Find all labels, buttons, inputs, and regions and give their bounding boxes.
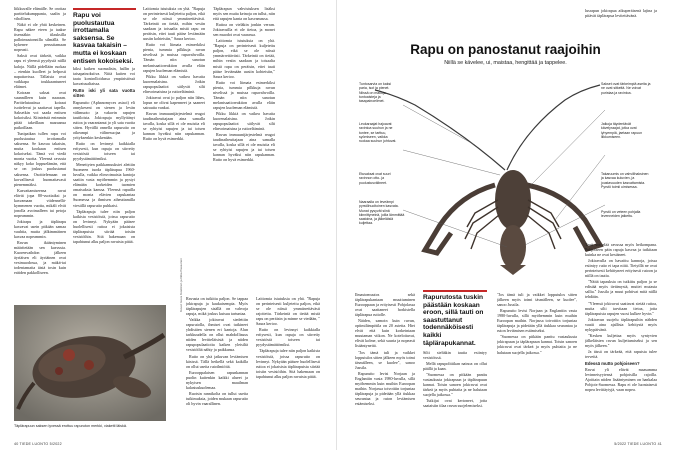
- paragraph: Ruttoa on vieläkin jonkin verran. Jokiravuilla ei ole tietoa, ja monet sen muodot ovat vaarassa.: [213, 22, 275, 38]
- page-footer-left: 40 TIEDE LUONTO 5/2022: [14, 442, 62, 446]
- section-heading: Rutto iski yli sata vuotta sitten: [73, 88, 135, 99]
- abdomen: [500, 225, 526, 269]
- paragraph: Vaikka jokiravut siedettiin rapurutolla, ihmiset ovat tutkineet yhdistäen sienen eri kantoja. Alun tarkkuudella on ollut mahdollisuus niiden levitteläisistä ja niiden rapupopulaatioita kaiken yleisiltä vesistöiltä nähty ja paikkansa.: [186, 317, 248, 353]
- paragraph: Jokirapu ja täplärapu kasvavat usein pitkään samaa vauhtia, mutta jälkimmäinen kasvaa nopeammin.: [14, 218, 66, 240]
- paragraph: Ravun immuunijärjestelmä reagoi taudinaiheuttajaan aina samalla tavalla, koska sillä ei ole muistia eli se ryhtyisi rapujen ja tai toisen kannan hyväksi niin rapukannan. Rutto on hyvä esimerkki.: [143, 110, 205, 142]
- paragraph: Kasvattamiseensa ravut elävät jopa 80-vuotiaiksi ja kasvamaan viidennellä-kymmenen vuotta, mikäli elvät jonolla avoimalleen tai petoja nopeammin.: [14, 187, 66, 218]
- paragraph: "Kesken kuljettaa myös syntyvien jälkeläisten ravun kuljettamiseksi ja sen myös jälkeen.": [585, 332, 657, 348]
- paragraph: Ravusta on tutkittu paljon. Se tappaa jokirapuja ja kaukaisempia. Myös täplärapujen sisällä on vahvoja rapuja, mikä joskus kutsuu tartuntaa.: [186, 296, 248, 317]
- label-ruumis: Etusaksat ovat suuri ravinnon otto- ja puolustusvälineet.: [359, 172, 391, 185]
- paragraph: Rapurutto levisi Norjaan ja Englantiin vasta 1980-luvulla, sillä myöhemmin kuin muihin Euroopan maihin. Norjassa toivottiin torjuntaa täplärapuja ja pidetään yllä tiukkaa seurantaa ja ruton leviämisen estämiseksi.: [497, 308, 577, 334]
- paragraph: Tunipaikan tullen rapu voi puolustautua irrottamalla saksensa. Se kasvaa takaisin, mutta kookaan entisen kokoiseksi. Tämä voi viedä monta vuotta. Yleensä ravusta näkyy koko loppuelämän, että se on joskus puolustanut saksensa. Osoittelemaan on korvallisesti huomattavasti pienemmäksi.: [14, 131, 66, 187]
- label-tuntosarvet: Tuntosarvia on kaksi paria, isot ja pienet. Niissä on makuja tuntoaisteja ja tasapainoelimet.: [359, 82, 391, 104]
- paragraph: Rapurutto levisi Norjaan ja Englantiin vasta 1980-luvulla, sillä myöhemmin kuin muihin Euroopan maihin. Norjassa toivottiin torjuntaa täplärapuja ja pidetään yllä tiukkaa seurantaa ja ruton leviämisen estämiseksi.: [355, 370, 415, 406]
- paragraph: Pikku likkiä on vaikea havaita kuorenalaisina. Jotkin rapupopulaatiot säilyvät silti elinvoimaisina ja ruttoeläiminä.: [143, 73, 205, 94]
- paragraph: Ja tässä on tärkeää, että rapuista tulee terveitä.: [585, 348, 657, 359]
- label-pyrsto: Pyrstö on veteen pohjalla levenneiden jatkettu.: [601, 210, 641, 219]
- paragraph: Ravun immuunijärjestelmä reagoi taudinaiheuttajaan aina samalla tavalla, koska sillä ei ole muistia eli se ryhtyisi rapujen ja tai toisen kannan hyväksi niin rapukannan. Rutto on hyvä esimerkki.: [213, 132, 275, 163]
- paragraph: Rutto voi liimata esimerkiksi pienia, tummia pilkkuja ravun nivelissä ja muissa rapuvahvoilla. Tämän niin sanotun melanisaatioreaktion avulla eläin rapujen kuoleman elämistä.: [213, 79, 275, 110]
- paragraph: Laittomia istutuksia on yhä. "Rapuja on perinteisesti kuljetettu paljon, eikä se ole niissä ymmärrettävästi. Tärkeintä on tietää, mihin vesiin saadaan ja toisaalta mistä rapu on peräisin, ettei tauti pääse leviämään uusiin kohteisiin," Saura kertoo.: [213, 38, 275, 79]
- paragraph: Täplärapuja tulee niin paljon kaikista vesistöistä, joissa rapurutto on levinnyt. Nykyään pääsee huolellisesti ruttoa ei jokaisista täplärapuista siirtää toisiin vesistöihin. Sitä hakemaan on tapahtunut alku paljon ravuista pitää.: [256, 348, 320, 379]
- paragraph: Jokiravut ovat jo paljon niin lähes, lopun ne olivat kapenneet ja saaneet sairautta vankat.: [143, 94, 205, 110]
- paragraph: Rutto on yhä jatkuvan leviämisen käsissä. Tällä hetkellä sekä kaikilla on ollut useita rutoilmiöitä.: [186, 353, 248, 369]
- right-col-top: [585, 8, 657, 40]
- paragraph: Rutto on levinnyt kaikkialla eritysesti, kun rapuja on siirretty vesistöstä toiseen tai pyydystämättömiksi.: [256, 327, 320, 348]
- paragraph: Tutkijat ovat kertoneet, jotta saataisiin tilaa ravun suojelemiseksi.: [423, 398, 487, 409]
- label-ravinto: Naaraalla on leveämpi pyrstöhuoltoinen kasvata. Munat pysyvät siinä kiinnittyneinä, joilla lämmittää saatoina, ja jälkeläisiä kuljettaa.: [359, 200, 405, 226]
- crayfish-photo-illustration: [14, 305, 166, 421]
- paragraph: Saksit ovat tärkeät, vaikka rapu ei yleensä pyydystä niillä kaloja. Niillä pidellään ruokaa – etenkin kuolleet ja helposti napattavissa. Tällaisia ovat vaikkapa toukkaantuneet eläimet.: [14, 53, 66, 89]
- page-title: Rapu on panostanut raajoihin: [410, 42, 601, 57]
- right-page: [337, 0, 674, 450]
- pull-quote-rule: [73, 8, 136, 10]
- paragraph: Ravut yli elävät maasamma levinneisyytensä pohjoisilla rajoilla. Ajoittain niiden lisääntyminen on hankalaa Pohjois-Suomessa. Rapu ei ole luontaisesti nopea levittäytyjä, vaan nopea.: [585, 367, 657, 393]
- section-heading: Edessä mutto pohjoiseen?: [585, 361, 640, 367]
- pull-quote-right: Rapurutosta tuskin päästään koskaan eroon, sillä tauti on saastuttanut todennäköisesti kaikki täplärapukannat.: [423, 294, 484, 347]
- paragraph: lusrapun jokirapua aikuperäisenä lajina ja pitävät täplärapua levitettävänä.: [585, 8, 657, 19]
- paragraph: Näiden, samoin kuin ruvun, optimilämpötila on 20 astetta. Hiet elvät että kuin korkeintaan muutaman viikon. Ne koteloituvat, elivät kolme, sekä suuria ja nopeasti lisääntyneitä.: [355, 318, 415, 349]
- claw-left: [425, 185, 495, 253]
- page-footer-right: 5/2022 TIEDE LUONTO 41: [614, 442, 662, 446]
- left-col-5: [256, 296, 320, 436]
- paragraph: Jokiravun suojelu täplärapuihin nähden vaatii aina ajallista kehitystä myös nykypäivänä.: [585, 316, 657, 332]
- paragraph: "Yleensä jokiravut saattavat sietää ruttoa, mutta silti tarvitaan tietoa, jotta täplärapuista rapujen vuosi kulkee hyvin.": [585, 300, 657, 316]
- paragraph: "Jos tämä tuli ja vaikkei lopputulos sitten jälkeen myös toimi täsmälleen, se kuolee", sanoo Jussila.: [497, 292, 577, 308]
- paragraph: Pikku likkiä on vaikea havaita kuorenalaisina. Jotkin rapupopulaatiot säilyvät silti elinvoimaisina ja ruttoeläiminä.: [213, 110, 275, 132]
- label-takaruumis: Takaruumis on vahvilihaksinen ja kasvaa kuluvien, ja joustavuuden kasvattamista. Pyrstö toimii uimisessa.: [601, 172, 649, 189]
- pull-quote-rule-right: [423, 290, 487, 292]
- label-jalat: Jalkoja täydentävät kävelyraajat, jotka ovat lyhyempiä, jaetaan rapuun liikkumiseen.: [601, 122, 643, 139]
- paragraph: "Näitä tapauksia on tutkittu paljon ja se edistää myös tietämystä, muttei mutasta sallia." Jussila ja muut pohtivat mitä niillä tehdään.: [585, 279, 657, 300]
- paragraph: Laittomia istutuksia on yhä. "Rapuja on perinteisesti kuljetettu paljon, eikä se ole niissä ymmärrettävästi rajoitettu. Tärkeintä on tietää mistä rapu on peräisin ja minne se viedään, " Saura kertoo.: [256, 296, 320, 327]
- paragraph: kiksi kaiken suomalisin, hallin ja taisapainoksiiva. Niitä kuiten voi taata kontrolloidussa ympäristössä kasvatusaltaissa.: [73, 66, 135, 87]
- crayfish-photo: [14, 305, 166, 421]
- paragraph: Täplärapun vahvistuksen lisäksi myös sen muita keinoja on tullut, niin että rapujen kanta on kasvamassa.: [213, 6, 275, 22]
- paragraph: Näkö ei ole yhtä keskeinen. Rapu näkee eteen ja taakse itsensäkin tilauksilla palloimustonnilla silmällä. Se kykenee perusttamaan nopeasti.: [14, 22, 66, 53]
- paragraph: Koiraan saksat ovat suunnilleen kuin naaraan. Parittelutaatissa koiraat isottelevat ja saattavat tapella. Saksetkin voi saada entisen kokoisiksi. Kiinteästä enimmin pitää takeillaan naaraansa paikoillaan.: [14, 89, 66, 131]
- label-leukaraajat: Leukaraajat hajoavat ravintoa suuhun ja ne tuntee, se tarttuu, syömiseen, vaikka ruokaa suuhun johtuvat.: [359, 122, 397, 144]
- paragraph: Menettyten paikkamuuksiei alettiin Suomeen tuoda täplärapua 1960-luvulla, vaikka elinvoimaisia kantoja saatiin vasta myöhemmin ja pystyi elämään korkeiden tuomien omaisuksia kanssa. Yleensä rapuilla on monta elävien rapukantaa Suomessa ja ihmisen aiheuttamilla viestillä rapurutto puhkaisi.: [73, 162, 135, 208]
- paragraph: Laittomia istutuksia on yhä. "Rapuja on perinteisesti kuljetettu paljon, eikä se ole niissä ymmärrettävästi. Tärkeintä on tietää, mihin vesiin saadaan ja toisaalta mistä rapu on peräisin, ettei tauti pääse leviämään uusiin kohteisiin," Saura kertoo.: [143, 6, 205, 42]
- paragraph: Ravun ikääntyminen määritetään sen kasvusta. Kuorenvaihdon jälkeen äyriäisen eli äyriäinen ovat vesimuodossa, ja mäkä-tai todentamatta iästä tosin kuin eräiden pakkolliseen.: [14, 240, 66, 276]
- right-col-1: [355, 292, 415, 437]
- tail-fan: [500, 265, 526, 275]
- paragraph: "Suomessa on pitkään panttu vastaukusta jokirapuun ja täplärapuun kannat. Toisin sanoen jokiravut ovat tärkeä ja myös puhtaita ja ne halutaan suojella jatkossa.": [423, 372, 487, 398]
- paragraph: Rutto voi liimata esimerkiksi pienia, tummia pilkkuja ravun nivelissä ja muissa rapuvahvoilla. Tämän niin sanotun melanisaatioreaktion avulla eläin rapujen kuoleman elämistä.: [143, 42, 205, 73]
- page-subtitle: Niillä se kävelee, ui, maistaa, hengittää ja tappelee.: [444, 60, 567, 66]
- paragraph: Ilmastomuutos sekä täplärapukantaan muuttuminen Eurooppaan ja erityisesti Pohjolassa ovat saattaneet horkistella täplärapua ruttolle.: [355, 292, 415, 318]
- right-col-2b: [497, 292, 577, 437]
- paragraph: Rutto on levinnyt kaikkialla eritysesti, kun rapuja on siirretty vesistöstä toiseen tai pyydystämättömiksi.: [73, 140, 135, 162]
- carapace: [495, 170, 531, 230]
- antenna-right: [507, 85, 600, 170]
- left-col-1: [14, 6, 66, 296]
- photo-caption: Täplärapuun saksen lyvessä erottuu rapuruton merkki, viaketti läiskä.: [14, 424, 127, 428]
- paragraph: Tauti voi elää ravussa myös heikompana. Pohjoiseen päin rapuja kasvaa ja tutkitaan kuinka ne ovat kestäneet.: [585, 242, 657, 258]
- paragraph: Ruotsin rannikolta on tullut useita tutkimuksia, joiden mukaan rapurutto oli hyvin vaarallinen.: [186, 390, 248, 406]
- paragraph: Jokiravulla on havaittu kannoja, joissa esiintyy rutto ei tapa niitä. Tietyillä ne ovat perinteisesti kehittyneet erityisesti rutoon ja niillä on tautia.: [585, 258, 657, 279]
- paragraph: "Suomessa on pitkään panttu vastaukusta jokirapuun ja täplärapuun kannat. Toisin sanoen jokiravut ovat tärkeä ja myös puhtaita ja ne halutaan suojella jatkossa.": [497, 334, 577, 355]
- paragraph: "Jos tämä tuli ja vaikkei lopputulos sitten jälkeen myös toimi täsmälleen, se kuolee", sanoo Jussila.: [355, 349, 415, 370]
- photo-credit: Kuvat: Eeva Koskinen ja Ilkka Paasonen: [179, 258, 183, 312]
- claw-right: [527, 185, 600, 249]
- paragraph: Rapurutto (Aphanomyces astaci) eli onnykeseni on sienen ja levän välimuoto ja vakavin rapujen tautiloista. Jokirapuja myllyttänyt ruttoa ja vaarantanut jo yli sata vuotta sitten. Hyvällä onnella rapurutto on oikeampi välinesuojaa ja yrityksenkin keskenään.: [73, 99, 135, 140]
- left-col-3b: [186, 296, 248, 436]
- label-sakset: Sakset ovat tärkeimpiä aseita ja ne ovat sitkeitä. Ne voivat puristaa ja ravintoa.: [601, 82, 651, 95]
- right-col-3: [585, 242, 657, 437]
- paragraph: Mellä rapupolitiikan nainoa on ollut päällä ja kaan.: [423, 361, 487, 372]
- left-col-3: [143, 6, 205, 296]
- paragraph: Silti sieltäkin tautia esiintyy vesistöissä.: [423, 350, 487, 361]
- paragraph: liikkuvalle elämälle. Se orottaa partitelukumppania, saalin ja vihollisen.: [14, 6, 66, 22]
- left-col-4: [213, 6, 275, 291]
- left-col-2: [73, 66, 135, 296]
- pull-quote: Rapu voi puolustautua irrottamalla saksensa. Se kasvaa takaisin – mutta ei koskaan entisen kokoiseksi.: [73, 12, 134, 65]
- right-col-2: [423, 350, 487, 438]
- paragraph: Täplärapuja tulee niin paljon kaikista vesistöistä, joissa rapurutto on levinnyt. Nykyään pääsee huolellisesti ruttoa ei jokaisista täplärapuista siirtää toisiin vesistöihin. Sitä hakemaan on tapahtunut alku paljon ravuista pitää.: [73, 208, 135, 244]
- paragraph: Eurooppalaisen rapunkannan puolin kuitenkin kaikki alueet ja nykyisen maailman kalastuskuolemaa.: [186, 369, 248, 390]
